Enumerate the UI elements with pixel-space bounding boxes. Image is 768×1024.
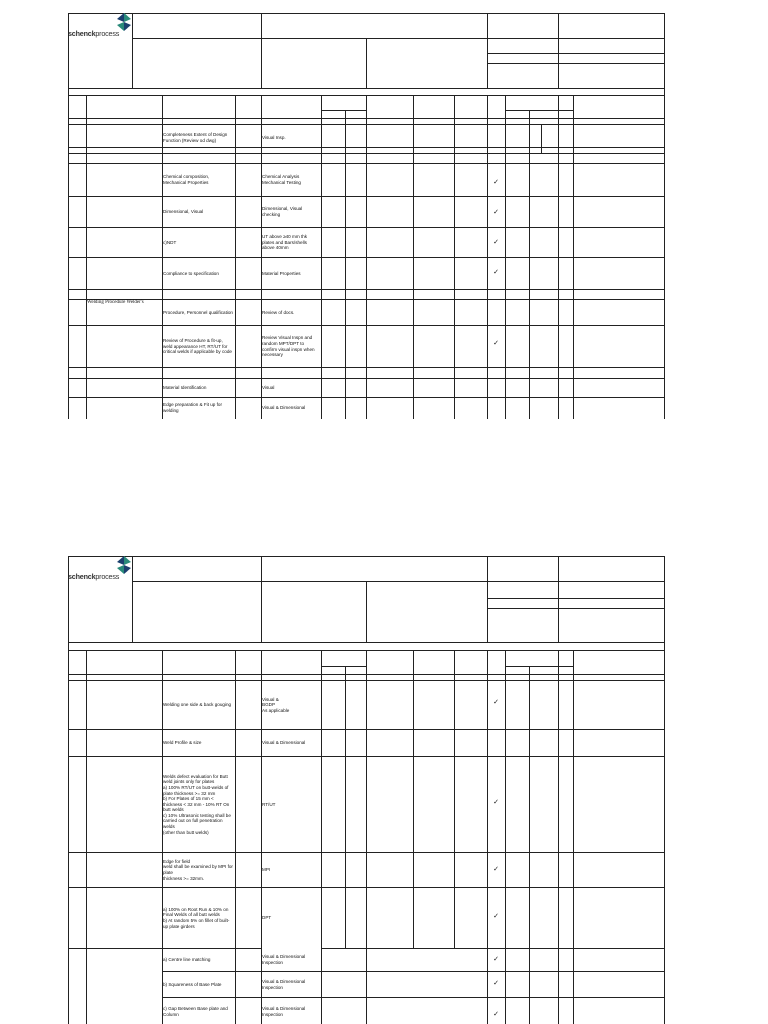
method-field-weld: MPI [262,867,271,873]
check-mark: ✓ [493,799,499,806]
check-mark: ✓ [493,913,499,920]
activity-weld-defect: Welds defect evaluation for Butt weld joints only for plates a) 100% RT/UT on butt-welds of plate thickness >= 32 mm b) For Plates of 15 mm < thickness < 32 mm - 10% RT On butt welds c) 10% Ultrasonic testing shall be carried out on full penetration welds (other than butt welds) [163,773,231,835]
check-mark: ✓ [493,699,499,706]
activity-centre-line: a) Centre line matching [163,957,211,963]
activity-chemical: Chemical composition, Mechanical Properties [163,174,210,185]
method-weld-profile: Visual & Dimensional [262,740,306,746]
activity-gap: c) Gap Between Base plate and Column [163,1005,228,1017]
activity-review-fitup: Review of Procedure & fit-up, weld appearance HT, RT/UT for critical welds if applicable by code [163,338,232,355]
logo-mark-icon [116,556,132,574]
check-mark: ✓ [493,239,499,246]
logo-text-bold: schenck [68,29,96,38]
qap-sheet-1 [68,13,665,419]
method-squareness: Visual & Dimensional Inspection [262,978,306,990]
check-mark: ✓ [493,956,499,963]
logo-text-light: process [95,29,120,38]
method-root-run: DPT [262,915,272,921]
activity-root-run: a) 100% on Root Run & 10% on Final Welds of all butt welds b) At random 5% on fillet of built-up plate girders [163,906,230,929]
activity-dimensional: Dimensional, Visual [163,209,204,215]
check-mark: ✓ [493,179,499,186]
method-gap: Visual & Dimensional Inspection [262,1005,306,1017]
logo-mark-icon [116,13,132,31]
activity-procedure: Procedure, Personnel qualification [163,309,233,315]
method-compliance: Material Properties [262,270,301,276]
activity-edge-prep: Edge preparation & Fit up for welding [163,402,222,413]
activity-field-weld: Edge for field weld shall be examined by MPI for plate thickness >= 32mm. [163,858,233,881]
method-material-id: Visual [262,384,275,390]
method-review-fitup: Review Visual Inspn and random MPT/DPT to confirm visual inspn when necessary [262,335,315,358]
activity-squareness: b) Squareness of Base Plate [163,981,222,987]
company-logo [68,556,133,586]
logo-text-light: process [95,572,120,581]
activity-back-gouging: Welding one side & back gouging [163,702,232,708]
method-edge-prep: Visual & Dimensional [262,405,306,411]
activity-material-id: Material Identification [163,384,207,390]
item-welding-procedure: Welding Procedure Welder's [87,300,144,305]
check-mark: ✓ [493,980,499,987]
method-dimensional: Dimensional, Visual checking [262,206,303,217]
method-ndt: UT above ≥40 mm thk plates and Bars/shells above 40mm [262,234,308,251]
logo-text-bold: schenck [68,572,96,581]
method-centre-line: Visual & Dimensional Inspection [262,954,306,965]
company-logo [68,13,133,43]
check-mark: ✓ [493,269,499,276]
check-mark: ✓ [493,866,499,873]
check-mark: ✓ [493,209,499,216]
method-back-gouging: Visual & BGDP As applicable [262,696,290,713]
qap-sheet-2 [68,556,665,1024]
activity-design-review: Completeness Extent of Design Function (Review od dwg) [163,132,228,143]
method-chemical: Chemical Analysis Mechanical Testing [262,174,301,185]
check-mark: ✓ [493,1011,499,1018]
activity-ndt: c)NDT [163,239,177,245]
activity-weld-profile: Weld Profile & size [163,740,202,746]
method-weld-defect: RT/UT [262,801,276,807]
method-procedure: Review of docs. [262,309,295,315]
activity-compliance: Compliance to specification [163,270,219,276]
method-design-review: Visual Insp. [262,135,286,141]
check-mark: ✓ [493,340,499,347]
